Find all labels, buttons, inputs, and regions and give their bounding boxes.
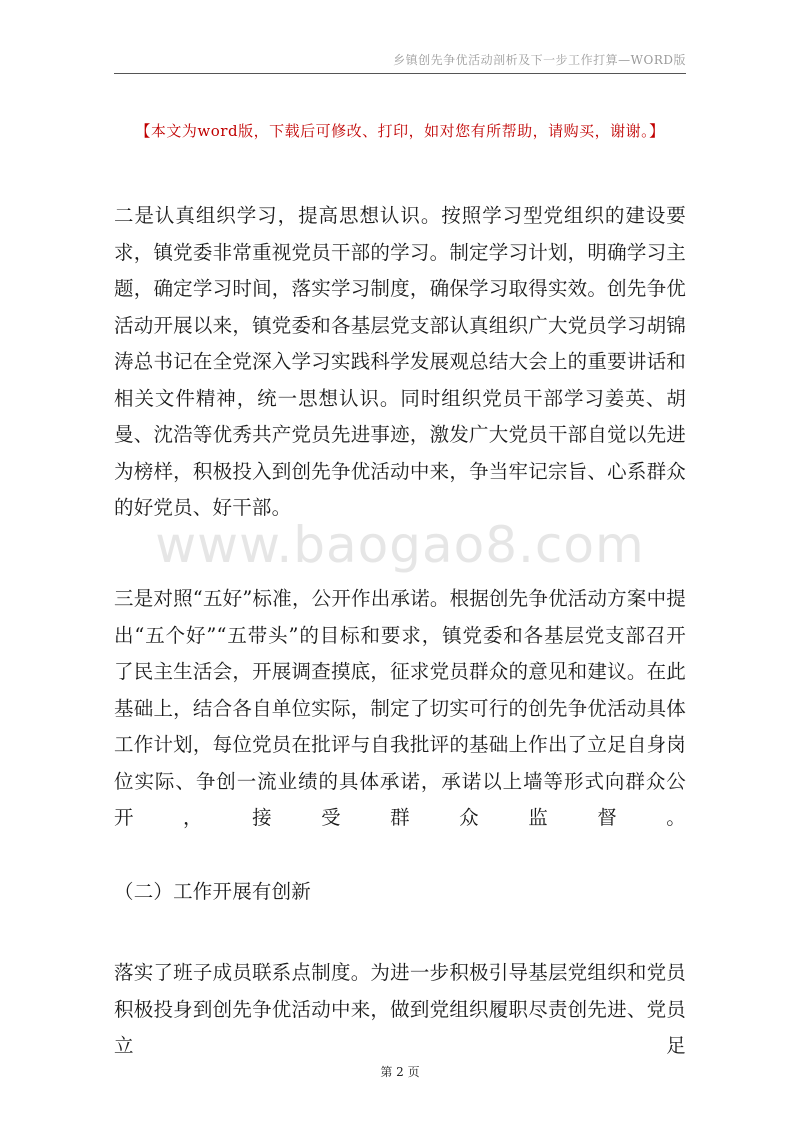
paragraph-contact-system: 落实了班子成员联系点制度。为进一步积极引导基层党组织和党员积极投身到创先争优活动中来，做到党组织履职尽责创先进、党员立足	[114, 961, 686, 1057]
watermark: www.baogao8.com	[155, 516, 645, 574]
header-title: 乡镇创先争优活动剖析及下一步工作打算—WORD版	[393, 53, 686, 67]
running-header	[114, 51, 686, 74]
paragraph-study: 二是认真组织学习，提高思想认识。按照学习型党组织的建设要求，镇党委非常重视党员干部的学习。制定学习计划，明确学习主题，确定学习时间，落实学习制度，确保学习取得实效。创先争优活动开展以来，镇党委和各基层党支部认真组织广大党员学习胡锦涛总书记在全党深入学习实践科学发展观总结大会上的重要讲话和相关文件精神，统一思想认识。同时组织党员干部学习姜英、胡曼、沈浩等优秀共产党员先进事迹，激发广大党员干部自觉以先进为榜样，积极投入到创先争优活动中来，争当牢记宗旨、心系群众的好党员、好干部。	[114, 204, 686, 519]
purchase-notice: 【本文为word版，下载后可修改、打印，如对您有所帮助，请购买，谢谢。】	[135, 122, 665, 140]
section-heading: （二）工作开展有创新	[114, 880, 312, 903]
page-number: 第 2 页	[380, 1065, 420, 1079]
paragraph-commitment: 三是对照“五好”标准，公开作出承诺。根据创先争优活动方案中提出“五个好”“五带头”的目标和要求，镇党委和各基层党支部召开了民主生活会，开展调查摸底，征求党员群众的意见和建议。在此基础上，结合各自单位实际，制定了切实可行的创先争优活动具体工作计划，每位党员在批评与自我批评的基础上作出了立足自身岗位实际、争创一流业绩的具体承诺，承诺以上墙等形式向群众公开，接受群众监督。	[114, 587, 686, 829]
